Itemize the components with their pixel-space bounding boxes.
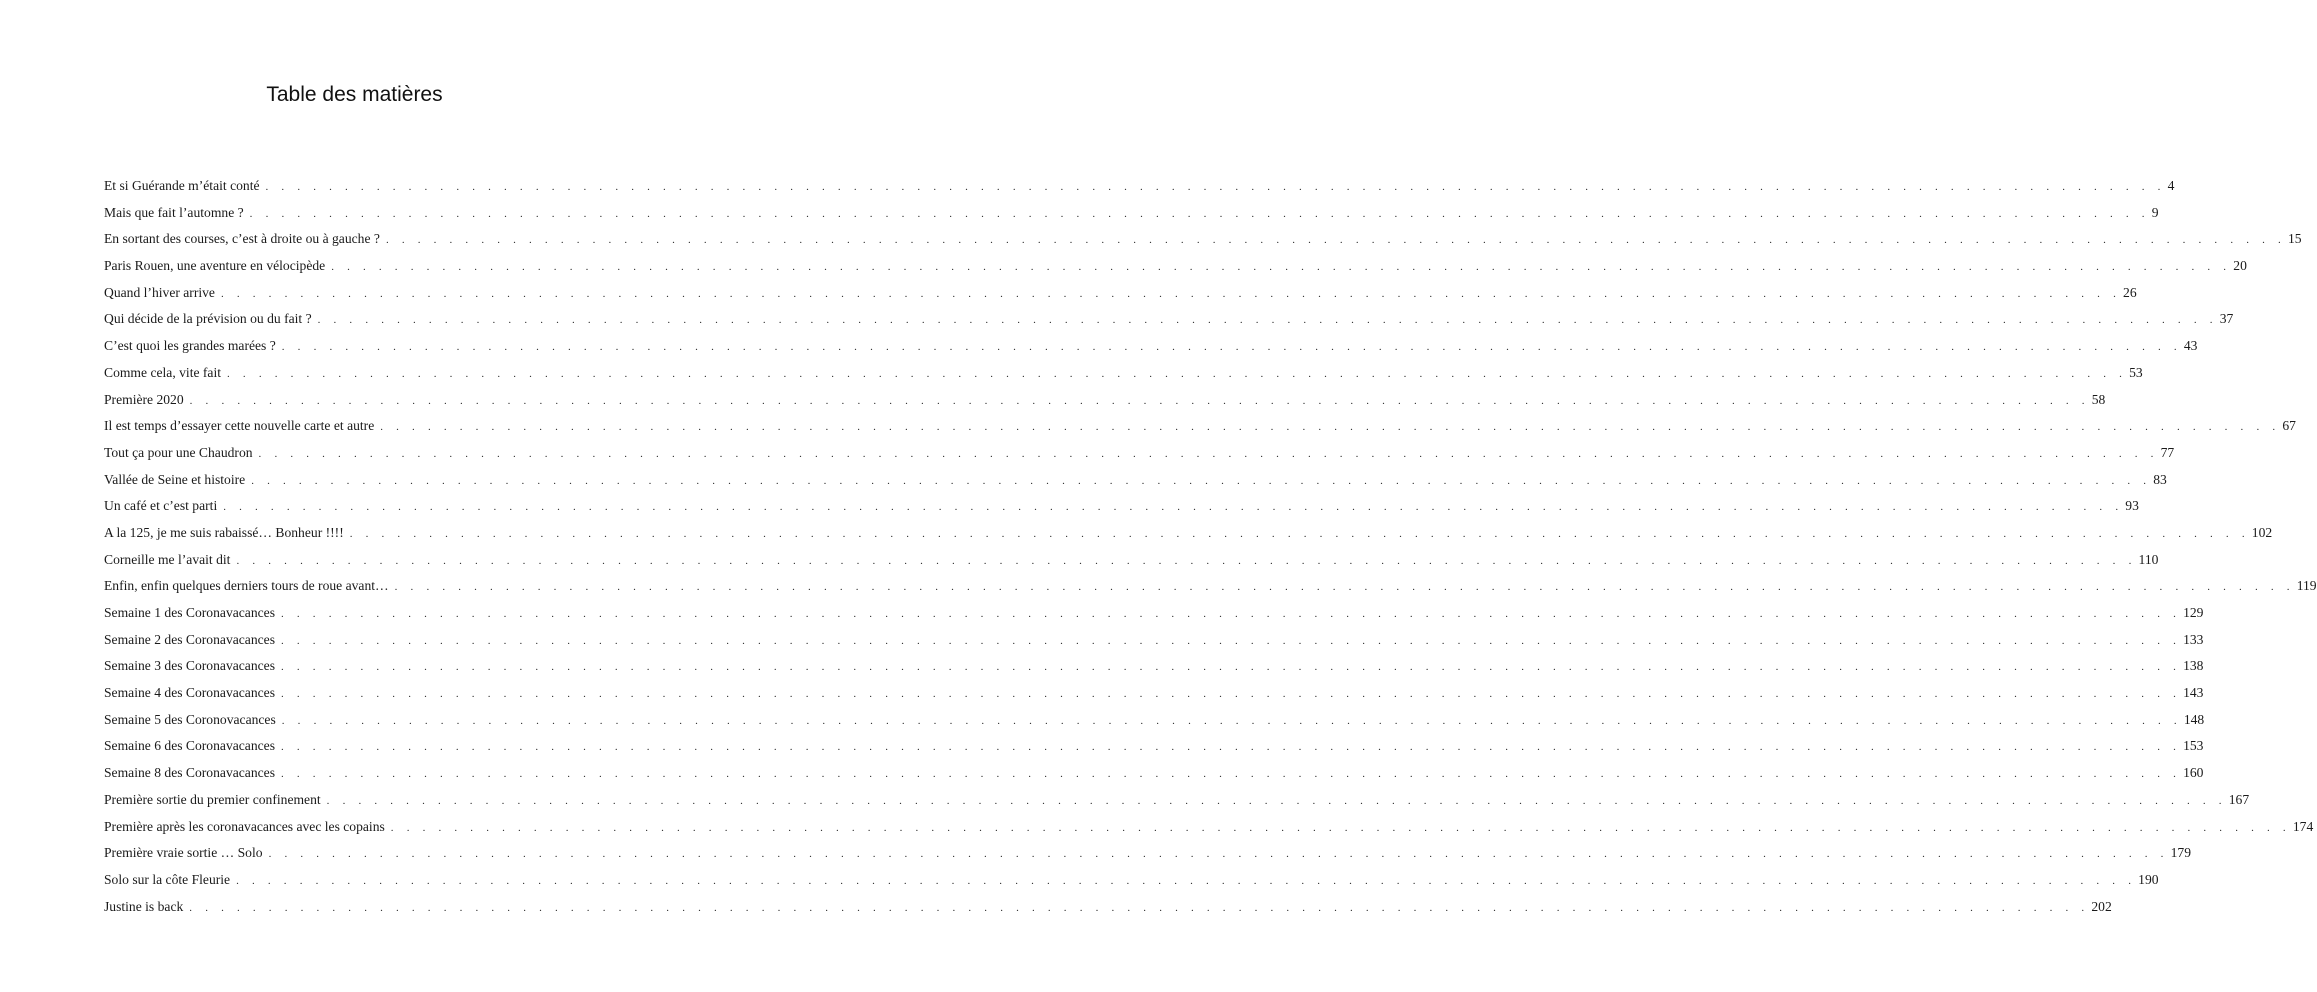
toc-entry-page-number: 77 [2160, 444, 2175, 460]
toc-entry-page-number: 20 [2233, 258, 2247, 274]
toc-entry-page-number: 110 [2138, 551, 2159, 567]
toc-entry-page-number: 179 [2170, 845, 2192, 861]
toc-entry-page-number: 53 [2129, 364, 2143, 380]
toc-dot-leader: . . . . . . . . . . . . . . . . . . . . . . . . . . . . . . . . . . . . . . . . . . . . . . . . . . . . . . . . . . . . . . . . . . . . . . . . . . . . . . . . . . . . . . . . . . . . . . . . . . . . . . . . . . . . . . . . . . . . . . . . [380, 421, 2281, 434]
toc-entry[interactable] [104, 707, 2205, 734]
toc-entry-page-number: 133 [2183, 631, 2204, 647]
toc-dot-leader: . . . . . . . . . . . . . . . . . . . . . . . . . . . . . . . . . . . . . . . . . . . . . . . . . . . . . . . . . . . . . . . . . . . . . . . . . . . . . . . . . . . . . . . . . . . . . . . . . . . . . . . . . . . . . . . . . . . . . . . . [281, 688, 2182, 701]
toc-dot-leader: . . . . . . . . . . . . . . . . . . . . . . . . . . . . . . . . . . . . . . . . . . . . . . . . . . . . . . . . . . . . . . . . . . . . . . . . . . . . . . . . . . . . . . . . . . . . . . . . . . . . . . . . . . . . . . . . . . . . . . . . [281, 608, 2182, 620]
toc-dot-leader: . . . . . . . . . . . . . . . . . . . . . . . . . . . . . . . . . . . . . . . . . . . . . . . . . . . . . . . . . . . . . . . . . . . . . . . . . . . . . . . . . . . . . . . . . . . . . . . . . . . . . . . . . . . . . . . . . . . . . . . . [326, 794, 2227, 807]
toc-entry-page-number: 129 [2183, 605, 2204, 620]
toc-dot-leader: . . . . . . . . . . . . . . . . . . . . . . . . . . . . . . . . . . . . . . . . . . . . . . . . . . . . . . . . . . . . . . . . . . . . . . . . . . . . . . . . . . . . . . . . . . . . . . . . . . . . . . . . . . . . . . . . . . . . . . . . [281, 741, 2182, 754]
toc-entry[interactable] [104, 814, 2314, 841]
toc-entry-title: Vallée de Seine et histoire [104, 471, 246, 487]
toc-entry-title: Justine is back [104, 898, 184, 914]
toc-entry[interactable] [104, 894, 2112, 921]
toc-entry[interactable] [104, 547, 2159, 574]
toc-entry-page-number: 4 [2167, 178, 2175, 193]
toc-entry[interactable] [104, 627, 2204, 654]
toc-entry[interactable] [104, 680, 2204, 707]
toc-entry-page-number: 160 [2183, 765, 2204, 781]
toc-dot-leader: . . . . . . . . . . . . . . . . . . . . . . . . . . . . . . . . . . . . . . . . . . . . . . . . . . . . . . . . . . . . . . . . . . . . . . . . . . . . . . . . . . . . . . . . . . . . . . . . . . . . . . . . . . . . . . . . . . . . . . . . [251, 474, 2152, 487]
toc-entry[interactable] [104, 440, 2175, 467]
table-of-contents [104, 173, 2317, 920]
toc-dot-leader: . . . . . . . . . . . . . . . . . . . . . . . . . . . . . . . . . . . . . . . . . . . . . . . . . . . . . . . . . . . . . . . . . . . . . . . . . . . . . . . . . . . . . . . . . . . . . . . . . . . . . . . . . . . . . . . . . . . . . . . . [281, 768, 2182, 781]
toc-entry[interactable] [104, 200, 2159, 227]
toc-entry-page-number: 15 [2288, 231, 2302, 247]
toc-entry-page-number: 37 [2219, 311, 2234, 327]
toc-entry[interactable] [104, 867, 2159, 894]
toc-entry-title: Semaine 3 des Coronavacances [104, 658, 275, 674]
toc-entry[interactable] [104, 733, 2204, 760]
toc-entry-title: Semaine 4 des Coronavacances [104, 685, 275, 701]
toc-dot-leader: . . . . . . . . . . . . . . . . . . . . . . . . . . . . . . . . . . . . . . . . . . . . . . . . . . . . . . . . . . . . . . . . . . . . . . . . . . . . . . . . . . . . . . . . . . . . . . . . . . . . . . . . . . . . . . . . . . . . . . . . [281, 714, 2182, 727]
toc-entry-title: Semaine 5 des Coronovacances [104, 711, 276, 727]
toc-entry-title: Semaine 6 des Coronavacances [104, 738, 275, 754]
toc-dot-leader: . . . . . . . . . . . . . . . . . . . . . . . . . . . . . . . . . . . . . . . . . . . . . . . . . . . . . . . . . . . . . . . . . . . . . . . . . . . . . . . . . . . . . . . . . . . . . . . . . . . . . . . . . . . . . . . . . . . . . . . . [268, 848, 2169, 861]
toc-dot-leader: . . . . . . . . . . . . . . . . . . . . . . . . . . . . . . . . . . . . . . . . . . . . . . . . . . . . . . . . . . . . . . . . . . . . . . . . . . . . . . . . . . . . . . . . . . . . . . . . . . . . . . . . . . . . . . . . . . . . . . . . [281, 341, 2182, 354]
toc-dot-leader: . . . . . . . . . . . . . . . . . . . . . . . . . . . . . . . . . . . . . . . . . . . . . . . . . . . . . . . . . . . . . . . . . . . . . . . . . . . . . . . . . . . . . . . . . . . . . . . . . . . . . . . . . . . . . . . . . . . . . . . . [317, 314, 2218, 327]
toc-entry-title: Qui décide de la prévision ou du fait ? [104, 311, 312, 327]
toc-entry[interactable] [104, 493, 2139, 520]
toc-entry-page-number: 143 [2183, 685, 2204, 701]
toc-entry[interactable] [104, 520, 2273, 547]
toc-entry[interactable] [104, 173, 2175, 200]
toc-dot-leader: . . . . . . . . . . . . . . . . . . . . . . . . . . . . . . . . . . . . . . . . . . . . . . . . . . . . . . . . . . . . . . . . . . . . . . . . . . . . . . . . . . . . . . . . . . . . . . . . . . . . . . . . . . . . . . . . . . . . . . . . [189, 394, 2090, 407]
toc-dot-leader: . . . . . . . . . . . . . . . . . . . . . . . . . . . . . . . . . . . . . . . . . . . . . . . . . . . . . . . . . . . . . . . . . . . . . . . . . . . . . . . . . . . . . . . . . . . . . . . . . . . . . . . . . . . . . . . . . . . . . . . . [236, 874, 2137, 887]
toc-entry-title: Première après les coronavacances avec les copains [104, 818, 385, 834]
toc-dot-leader: . . . . . . . . . . . . . . . . . . . . . . . . . . . . . . . . . . . . . . . . . . . . . . . . . . . . . . . . . . . . . . . . . . . . . . . . . . . . . . . . . . . . . . . . . . . . . . . . . . . . . . . . . . . . . . . . . . . . . . . . [265, 181, 2166, 193]
toc-entry[interactable] [104, 573, 2317, 600]
toc-entry-title: Il est temps d’essayer cette nouvelle carte et autre [104, 418, 375, 434]
toc-entry[interactable] [104, 653, 2204, 680]
toc-dot-leader: . . . . . . . . . . . . . . . . . . . . . . . . . . . . . . . . . . . . . . . . . . . . . . . . . . . . . . . . . . . . . . . . . . . . . . . . . . . . . . . . . . . . . . . . . . . . . . . . . . . . . . . . . . . . . . . . . . . . . . . . [236, 554, 2137, 567]
toc-dot-leader: . . . . . . . . . . . . . . . . . . . . . . . . . . . . . . . . . . . . . . . . . . . . . . . . . . . . . . . . . . . . . . . . . . . . . . . . . . . . . . . . . . . . . . . . . . . . . . . . . . . . . . . . . . . . . . . . . . . . . . . . [281, 634, 2182, 647]
toc-dot-leader: . . . . . . . . . . . . . . . . . . . . . . . . . . . . . . . . . . . . . . . . . . . . . . . . . . . . . . . . . . . . . . . . . . . . . . . . . . . . . . . . . . . . . . . . . . . . . . . . . . . . . . . . . . . . . . . . . . . . . . . . [281, 661, 2182, 674]
toc-entry-title: Mais que fait l’automne ? [104, 204, 244, 220]
toc-entry-title: Un café et c’est parti [104, 498, 218, 514]
toc-entry-title: Semaine 8 des Coronavacances [104, 765, 275, 781]
toc-entry-page-number: 190 [2138, 871, 2159, 887]
toc-entry-page-number: 119 [2296, 578, 2317, 594]
toc-dot-leader: . . . . . . . . . . . . . . . . . . . . . . . . . . . . . . . . . . . . . . . . . . . . . . . . . . . . . . . . . . . . . . . . . . . . . . . . . . . . . . . . . . . . . . . . . . . . . . . . . . . . . . . . . . . . . . . . . . . . . . . . [189, 901, 2090, 914]
toc-entry[interactable] [104, 360, 2143, 387]
toc-entry[interactable] [104, 253, 2247, 280]
toc-entry[interactable] [104, 413, 2296, 440]
toc-entry[interactable] [104, 280, 2137, 307]
toc-entry-page-number: 102 [2251, 524, 2273, 540]
toc-dot-leader: . . . . . . . . . . . . . . . . . . . . . . . . . . . . . . . . . . . . . . . . . . . . . . . . . . . . . . . . . . . . . . . . . . . . . . . . . . . . . . . . . . . . . . . . . . . . . . . . . . . . . . . . . . . . . . . . . . . . . . . . [227, 367, 2128, 380]
toc-entry-title: Corneille me l’avait dit [104, 551, 231, 567]
toc-entry-title: Comme cela, vite fait [104, 364, 222, 380]
toc-entry[interactable] [104, 333, 2198, 360]
toc-entry-page-number: 148 [2183, 711, 2205, 727]
toc-dot-leader: . . . . . . . . . . . . . . . . . . . . . . . . . . . . . . . . . . . . . . . . . . . . . . . . . . . . . . . . . . . . . . . . . . . . . . . . . . . . . . . . . . . . . . . . . . . . . . . . . . . . . . . . . . . . . . . . . . . . . . . . [258, 447, 2159, 460]
toc-entry[interactable] [104, 467, 2167, 494]
toc-entry-title: Quand l’hiver arrive [104, 284, 215, 300]
toc-dot-leader: . . . . . . . . . . . . . . . . . . . . . . . . . . . . . . . . . . . . . . . . . . . . . . . . . . . . . . . . . . . . . . . . . . . . . . . . . . . . . . . . . . . . . . . . . . . . . . . . . . . . . . . . . . . . . . . . . . . . . . . . [385, 234, 2286, 247]
toc-entry-page-number: 58 [2091, 391, 2106, 407]
toc-entry-title: En sortant des courses, c’est à droite ou à gauche ? [104, 231, 380, 247]
toc-entry-title: C’est quoi les grandes marées ? [104, 338, 276, 354]
toc-entry-title: Première sortie du premier confinement [104, 791, 321, 807]
toc-entry-page-number: 174 [2292, 818, 2314, 834]
toc-entry-title: Et si Guérande m’était conté [104, 178, 260, 193]
toc-entry-title: Première vraie sortie … Solo [104, 845, 263, 861]
toc-entry[interactable] [104, 600, 2204, 627]
toc-dot-leader: . . . . . . . . . . . . . . . . . . . . . . . . . . . . . . . . . . . . . . . . . . . . . . . . . . . . . . . . . . . . . . . . . . . . . . . . . . . . . . . . . . . . . . . . . . . . . . . . . . . . . . . . . . . . . . . . . . . . . . . . [394, 581, 2295, 594]
toc-entry[interactable] [104, 787, 2250, 814]
toc-entry[interactable] [104, 226, 2302, 253]
page-title: Table des matières [266, 83, 443, 106]
toc-dot-leader: . . . . . . . . . . . . . . . . . . . . . . . . . . . . . . . . . . . . . . . . . . . . . . . . . . . . . . . . . . . . . . . . . . . . . . . . . . . . . . . . . . . . . . . . . . . . . . . . . . . . . . . . . . . . . . . . . . . . . . . . [249, 207, 2150, 220]
toc-entry-page-number: 153 [2183, 738, 2204, 754]
toc-entry-title: A la 125, je me suis rabaissé… Bonheur !!!! [104, 524, 344, 540]
toc-entry-page-number: 138 [2183, 658, 2204, 674]
toc-dot-leader: . . . . . . . . . . . . . . . . . . . . . . . . . . . . . . . . . . . . . . . . . . . . . . . . . . . . . . . . . . . . . . . . . . . . . . . . . . . . . . . . . . . . . . . . . . . . . . . . . . . . . . . . . . . . . . . . . . . . . . . . [390, 821, 2291, 834]
toc-entry-title: Solo sur la côte Fleurie [104, 871, 231, 887]
toc-entry[interactable] [104, 840, 2192, 867]
toc-entry-title: Semaine 1 des Coronavacances [104, 605, 275, 620]
toc-entry-title: Paris Rouen, une aventure en vélocipède [104, 258, 326, 274]
toc-entry-page-number: 67 [2282, 418, 2296, 434]
toc-entry-title: Première 2020 [104, 391, 184, 407]
toc-entry-page-number: 9 [2151, 204, 2159, 220]
toc-entry[interactable] [104, 760, 2204, 787]
toc-entry-page-number: 167 [2228, 791, 2250, 807]
toc-entry-title: Semaine 2 des Coronavacances [104, 631, 275, 647]
toc-entry[interactable] [104, 387, 2106, 414]
toc-entry[interactable] [104, 306, 2234, 333]
toc-entry-page-number: 43 [2183, 338, 2198, 354]
toc-entry-page-number: 202 [2091, 898, 2112, 914]
toc-entry-title: Enfin, enfin quelques derniers tours de roue avant… [104, 578, 389, 594]
toc-dot-leader: . . . . . . . . . . . . . . . . . . . . . . . . . . . . . . . . . . . . . . . . . . . . . . . . . . . . . . . . . . . . . . . . . . . . . . . . . . . . . . . . . . . . . . . . . . . . . . . . . . . . . . . . . . . . . . . . . . . . . . . . [349, 527, 2250, 540]
toc-dot-leader: . . . . . . . . . . . . . . . . . . . . . . . . . . . . . . . . . . . . . . . . . . . . . . . . . . . . . . . . . . . . . . . . . . . . . . . . . . . . . . . . . . . . . . . . . . . . . . . . . . . . . . . . . . . . . . . . . . . . . . . . [220, 287, 2122, 300]
toc-dot-leader: . . . . . . . . . . . . . . . . . . . . . . . . . . . . . . . . . . . . . . . . . . . . . . . . . . . . . . . . . . . . . . . . . . . . . . . . . . . . . . . . . . . . . . . . . . . . . . . . . . . . . . . . . . . . . . . . . . . . . . . . [223, 501, 2124, 514]
toc-entry-page-number: 26 [2123, 284, 2137, 300]
toc-entry-page-number: 93 [2125, 498, 2139, 514]
toc-dot-leader: . . . . . . . . . . . . . . . . . . . . . . . . . . . . . . . . . . . . . . . . . . . . . . . . . . . . . . . . . . . . . . . . . . . . . . . . . . . . . . . . . . . . . . . . . . . . . . . . . . . . . . . . . . . . . . . . . . . . . . . . [331, 261, 2232, 274]
toc-entry-page-number: 83 [2153, 471, 2167, 487]
toc-entry-title: Tout ça pour une Chaudron [104, 444, 253, 460]
